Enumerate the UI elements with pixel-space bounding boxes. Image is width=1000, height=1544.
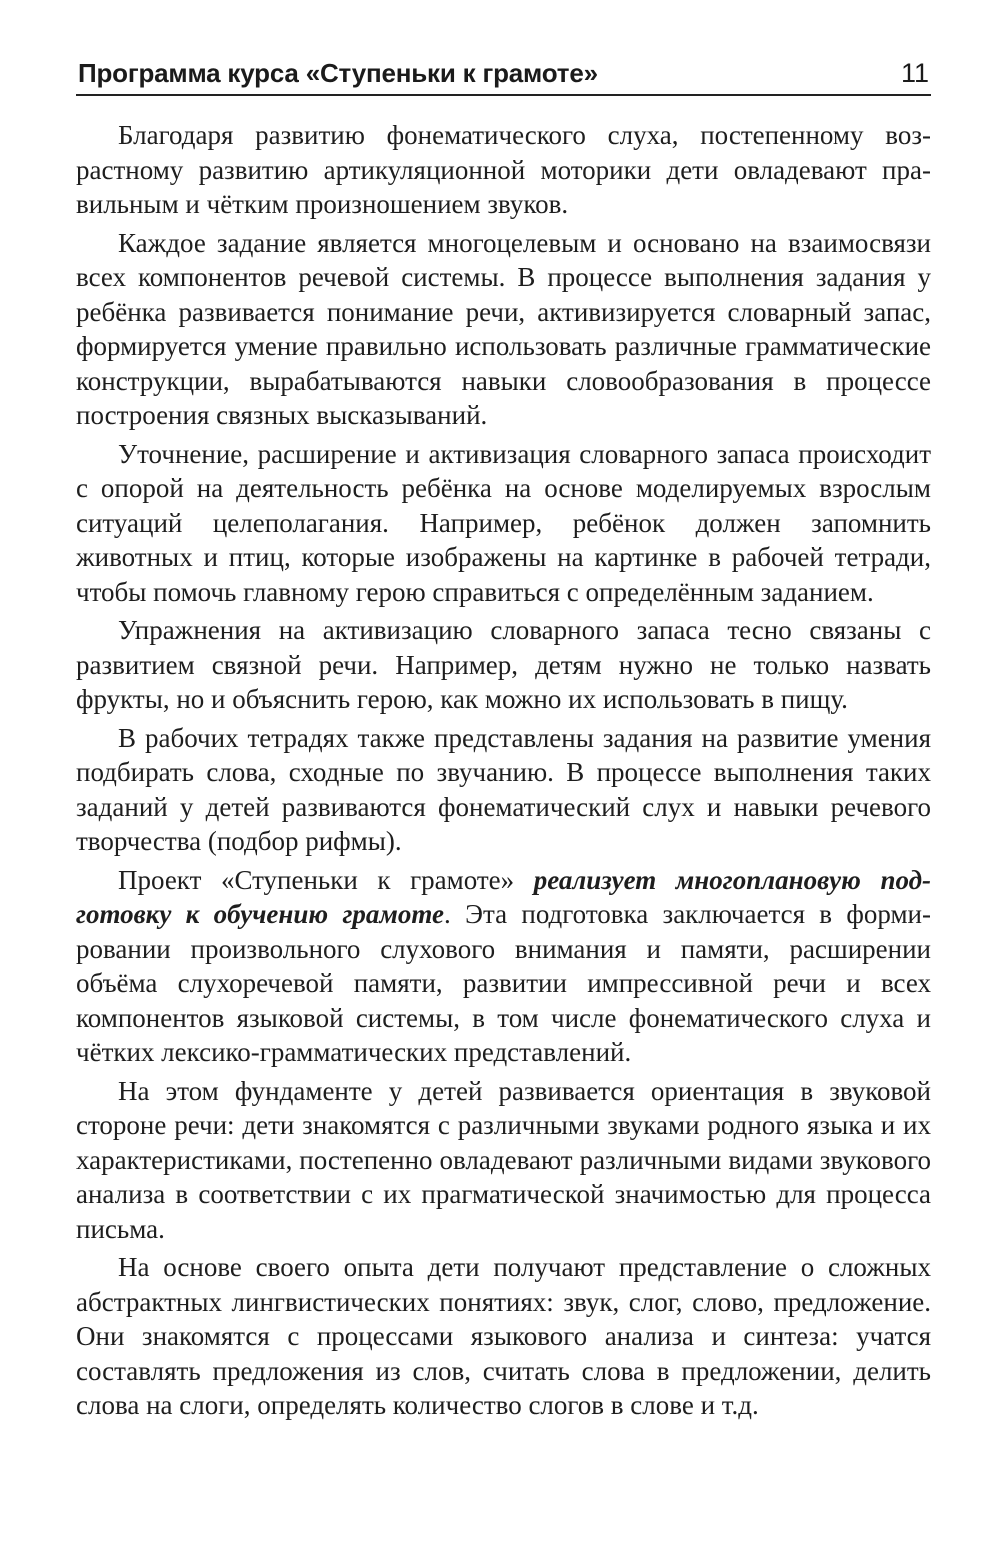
- paragraph-4: Упражнения на активизацию словарного запаса тесно связаны с развитием связной речи. Например, детям нужно не только назвать фрукты, но и объяснить герою, как можно их использовать в пищу.: [76, 615, 931, 714]
- paragraph-8: На основе своего опыта дети получают представление о сложных абстрактных лингвистических понятиях: звук, слог, слово, предложение. Они знакомятся с процессами языкового анализа и синтеза: учатся составлять предложения из слов, считать слова в предложении, делить слова на слоги, определять количество слогов в слове и т.д.: [76, 1252, 931, 1420]
- paragraph-2: Каждое задание является многоцелевым и основано на взаимосвязи всех компонентов речевой системы. В процессе выполнения задания у ребёнка развивается понимание речи, активизируется словарный запас, формируется умение правильно использовать различные грамматические конструкции, вырабатываются навыки словообразования в процессе построения связных высказываний.: [76, 227, 931, 430]
- running-header: [76, 56, 931, 96]
- page-number: 11: [900, 58, 929, 88]
- paragraph-6-rest: . Эта подготовка заключается в формировании произвольного слухового внимания и памяти, расширении объёма слухоречевой памяти, развитии импрессивной речи и всех компонентов языковой системы, в том числе фонематического слуха и чётких лексико-грамматических представлений.: [76, 899, 931, 1067]
- paragraph-6-lead: Проект «Ступеньки к грамоте»: [118, 864, 534, 895]
- paragraph-1: Благодаря развитию фонематического слуха, постепенному возрастному развитию артикуляционной моторики дети овладевают правильным и чётким произношением звуков.: [76, 120, 931, 219]
- paragraph-6: [76, 863, 931, 1070]
- header-title: Программа курса «Ступеньки к грамоте»: [78, 58, 598, 88]
- paragraph-6-emphasis: реализует многоплановую подготовку к обучению грамоте: [76, 864, 931, 929]
- paragraph-3: Уточнение, расширение и активизация словарного запаса происходит с опорой на деятельность ребёнка на основе моделируемых взрослым ситуаций целеполагания. Например, ребёнок должен запомнить животных и птиц, которые изображены на картинке в рабочей тетради, чтобы помочь главному герою справиться с определённым заданием.: [76, 438, 931, 607]
- book-page: [76, 56, 931, 1427]
- body-text: [76, 118, 931, 1423]
- paragraph-5: В рабочих тетрадях также представлены задания на развитие умения подбирать слова, сходные по звучанию. В процессе выполнения таких заданий у детей развиваются фонематический слух и навыки речевого творчества (подбор рифмы).: [76, 722, 931, 856]
- paragraph-7: На этом фундаменте у детей развивается ориентация в звуковой стороне речи: дети знакомятся с различными звуками родного языка и их характеристиками, постепенно овладевают различными видами звукового анализа в соответствии с их прагматической значимостью для процесса письма.: [76, 1075, 931, 1244]
